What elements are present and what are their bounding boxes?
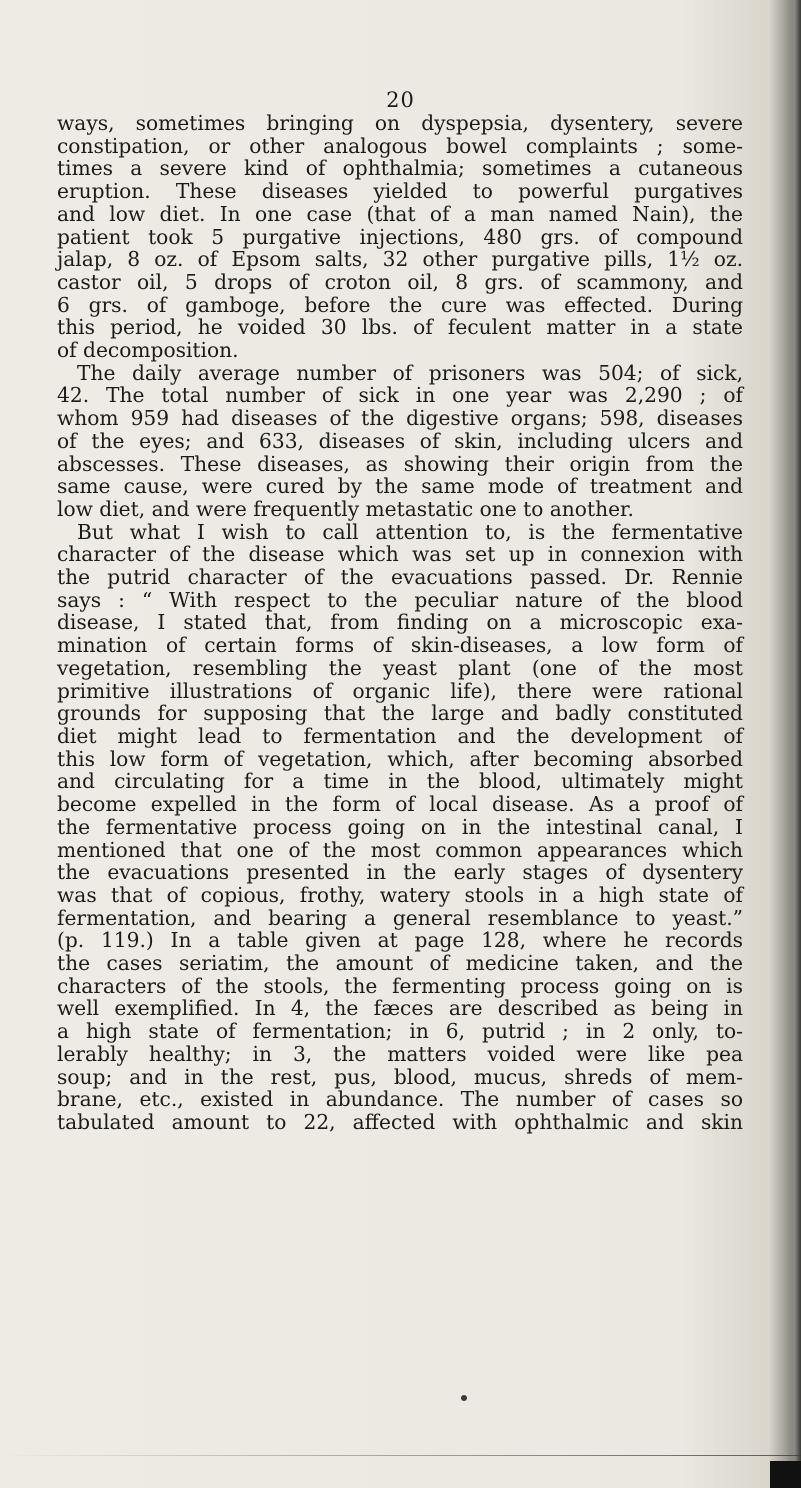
text-line: mination of certain forms of skin-diseases, a low form of — [57, 633, 743, 658]
paragraph-1 — [57, 112, 743, 362]
body-text — [57, 112, 743, 1134]
text-line: disease, I stated that, from finding on a microscopic exa- — [57, 610, 743, 635]
text-line: of decomposition. — [57, 338, 239, 363]
text-line: brane, etc., existed in abundance. The number of cases so — [57, 1087, 743, 1112]
text-line: mentioned that one of the most common appearances which — [57, 837, 743, 862]
text-line: this low form of vegetation, which, after becoming absorbed — [57, 746, 743, 771]
text-line: (p. 119.) In a table given at page 128, where he records — [57, 928, 743, 953]
text-line: of the eyes; and 633, diseases of skin, including ulcers and — [57, 428, 743, 453]
text-line: the putrid character of the evacuations passed. Dr. Rennie — [57, 565, 743, 590]
text-line: patient took 5 purgative injections, 480 grs. of compound — [57, 224, 743, 249]
text-line: vegetation, resembling the yeast plant (one of the most — [57, 655, 743, 680]
page-number: 20 — [386, 88, 415, 112]
text-line: constipation, or other analogous bowel complaints ; some- — [57, 133, 743, 158]
printer-mark-dot — [461, 1395, 467, 1401]
text-line: soup; and in the rest, pus, blood, mucus, shreds of mem- — [57, 1064, 743, 1089]
text-line: and circulating for a time in the blood, ultimately might — [57, 769, 743, 794]
text-line: But what I wish to call attention to, is the fermentative — [77, 519, 743, 544]
scan-corner-block — [770, 1461, 801, 1488]
text-line: whom 959 had diseases of the digestive organs; 598, diseases — [57, 406, 743, 431]
text-line: a high state of fermentation; in 6, putrid ; in 2 only, to- — [57, 1019, 743, 1044]
text-line: the cases seriatim, the amount of medicine taken, and the — [57, 951, 743, 976]
text-line: The daily average number of prisoners was 504; of sick, — [77, 360, 743, 385]
text-line: this period, he voided 30 lbs. of feculent matter in a state — [57, 315, 743, 340]
text-line: grounds for supposing that the large and badly constituted — [57, 701, 743, 726]
text-line: castor oil, 5 drops of croton oil, 8 grs. of scammony, and — [57, 269, 743, 294]
text-line: characters of the stools, the fermenting process going on is — [57, 973, 743, 998]
text-line: become expelled in the form of local disease. As a proof of — [57, 792, 743, 817]
text-line: abscesses. These diseases, as showing their origin from the — [57, 451, 743, 476]
text-line: 42. The total number of sick in one year was 2,290 ; of — [57, 383, 743, 408]
text-line: primitive illustrations of organic life), there were rational — [57, 678, 743, 703]
text-line: jalap, 8 oz. of Epsom salts, 32 other purgative pills, 1½ oz. — [57, 247, 743, 272]
text-line: ways, sometimes bringing on dyspepsia, dysentery, severe — [57, 111, 743, 135]
text-line: same cause, were cured by the same mode of treatment and — [57, 474, 743, 499]
text-line: eruption. These diseases yielded to powerful purgatives — [57, 179, 743, 204]
text-line: well exemplified. In 4, the fæces are described as being in — [57, 996, 743, 1021]
text-line: character of the disease which was set up in connexion with — [57, 542, 743, 567]
page-edge-shadow — [787, 0, 801, 1488]
text-line: times a severe kind of ophthalmia; sometimes a cutaneous — [57, 156, 743, 181]
text-line: the fermentative process going on in the intestinal canal, I — [57, 814, 743, 839]
text-line: low diet, and were frequently metastatic one to another. — [57, 496, 634, 521]
text-line: says : “ With respect to the peculiar nature of the blood — [57, 587, 743, 612]
text-line: fermentation, and bearing a general resemblance to yeast.” — [57, 905, 743, 930]
text-line: 6 grs. of gamboge, before the cure was effected. During — [57, 292, 743, 317]
text-line: the evacuations presented in the early stages of dysentery — [57, 860, 743, 885]
text-line: lerably healthy; in 3, the matters voided were like pea — [57, 1041, 743, 1066]
bottom-rule — [0, 1455, 801, 1456]
paragraph-3 — [57, 521, 743, 1134]
text-line: diet might lead to fermentation and the development of — [57, 723, 743, 748]
text-line: and low diet. In one case (that of a man named Nain), the — [57, 201, 743, 226]
paragraph-2 — [57, 362, 743, 521]
text-line: was that of copious, frothy, watery stools in a high state of — [57, 882, 743, 907]
text-line: tabulated amount to 22, affected with ophthalmic and skin — [57, 1109, 743, 1134]
